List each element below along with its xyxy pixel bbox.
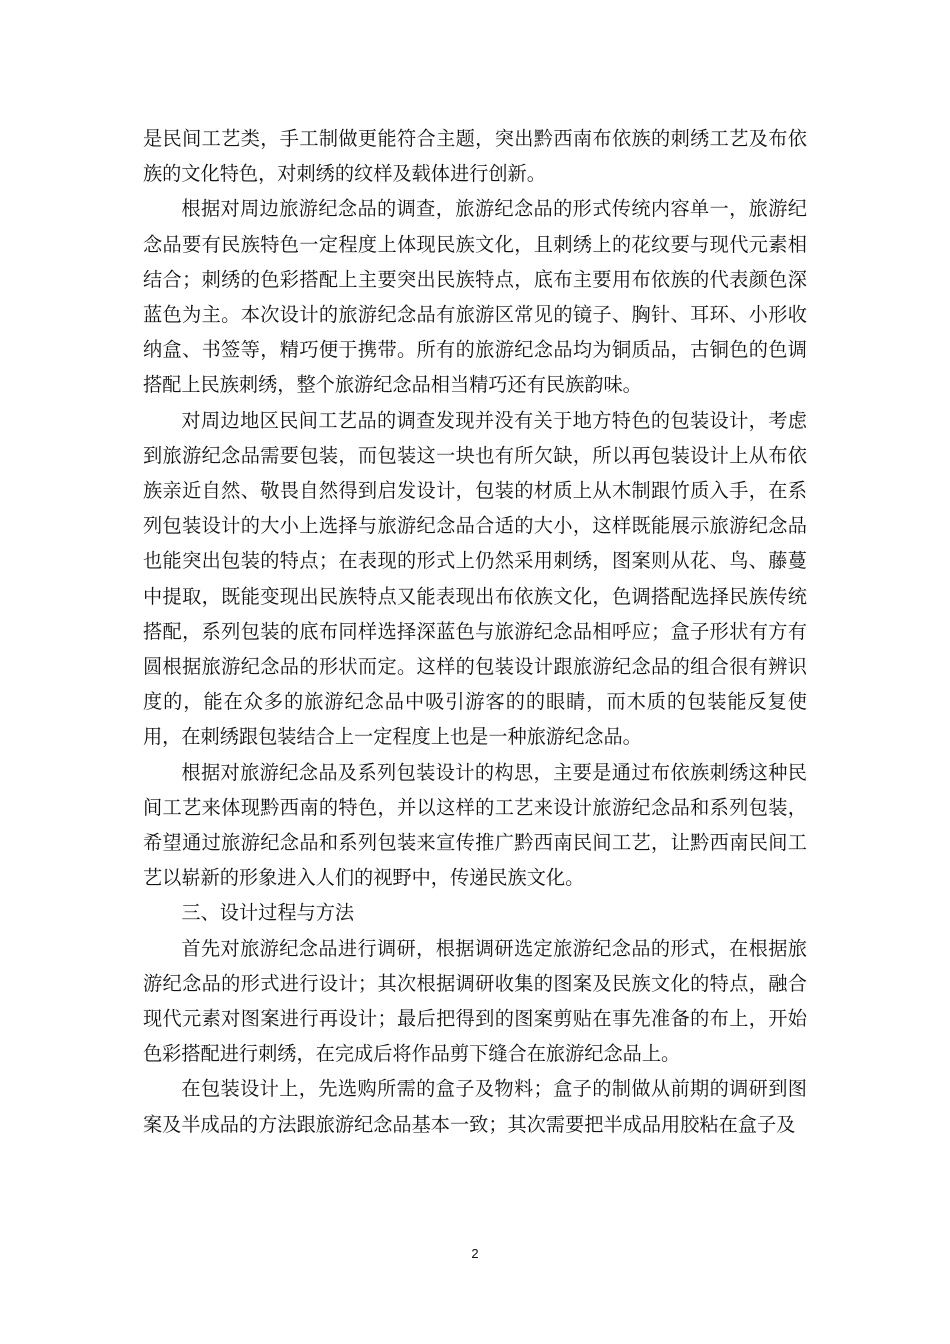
- paragraph-1: 是民间工艺类，手工制做更能符合主题，突出黔西南布依族的刺绣工艺及布依族的文化特色，对刺绣的纹样及载体进行创新。: [143, 127, 807, 186]
- page-number: 2: [471, 1246, 479, 1261]
- paragraph-5: 首先对旅游纪念品进行调研，根据调研选定旅游纪念品的形式，在根据旅游纪念品的形式进行设计；其次根据调研收集的图案及民族文化的特点，融合现代元素对图案进行再设计；最后把得到的图案剪贴在事先准备的布上，开始色彩搭配进行刺绣，在完成后将作品剪下缝合在旅游纪念品上。: [143, 936, 807, 1066]
- paragraph-2: 根据对周边旅游纪念品的调查，旅游纪念品的形式传统内容单一，旅游纪念品要有民族特色一定程度上体现民族文化，且刺绣上的花纹要与现代元素相结合；刺绣的色彩搭配上主要突出民族特点，底布主要用布依族的代表颜色深蓝色为主。本次设计的旅游纪念品有旅游区常见的镜子、胸针、耳环、小形收纳盒、书签等，精巧便于携带。所有的旅游纪念品均为铜质品，古铜色的色调搭配上民族刺绣，整个旅游纪念品相当精巧还有民族韵味。: [143, 197, 807, 397]
- paragraph-6: 在包装设计上，先选购所需的盒子及物料；盒子的制做从前期的调研到图案及半成品的方法跟旅游纪念品基本一致；其次需要把半成品用胶粘在盒子及: [143, 1077, 807, 1136]
- paragraph-3: 对周边地区民间工艺品的调查发现并没有关于地方特色的包装设计，考虑到旅游纪念品需要包装，而包装这一块也有所欠缺，所以再包装设计上从布依族亲近自然、敬畏自然得到启发设计，包装的材质上从木制跟竹质入手，在系列包装设计的大小上选择与旅游纪念品合适的大小，这样既能展示旅游纪念品也能突出包装的特点；在表现的形式上仍然采用刺绣，图案则从花、鸟、藤蔓中提取，既能变现出民族特点又能表现出布依族文化，色调搭配选择民族传统搭配，系列包装的底布同样选择深蓝色与旅游纪念品相呼应；盒子形状有方有圆根据旅游纪念品的形状而定。这样的包装设计跟旅游纪念品的组合很有辨识度的，能在众多的旅游纪念品中吸引游客的的眼睛，而木质的包装能反复使用，在刺绣跟包装结合上一定程度上也是一种旅游纪念品。: [143, 408, 807, 749]
- body-text: [143, 121, 807, 1142]
- section-heading: 三、设计过程与方法: [181, 901, 355, 925]
- paragraph-4: 根据对旅游纪念品及系列包装设计的构思，主要是通过布依族刺绣这种民间工艺来体现黔西南的特色，并以这样的工艺来设计旅游纪念品和系列包装，希望通过旅游纪念品和系列包装来宣传推广黔西南民间工艺，让黔西南民间工艺以崭新的形象进入人们的视野中，传递民族文化。: [143, 760, 807, 890]
